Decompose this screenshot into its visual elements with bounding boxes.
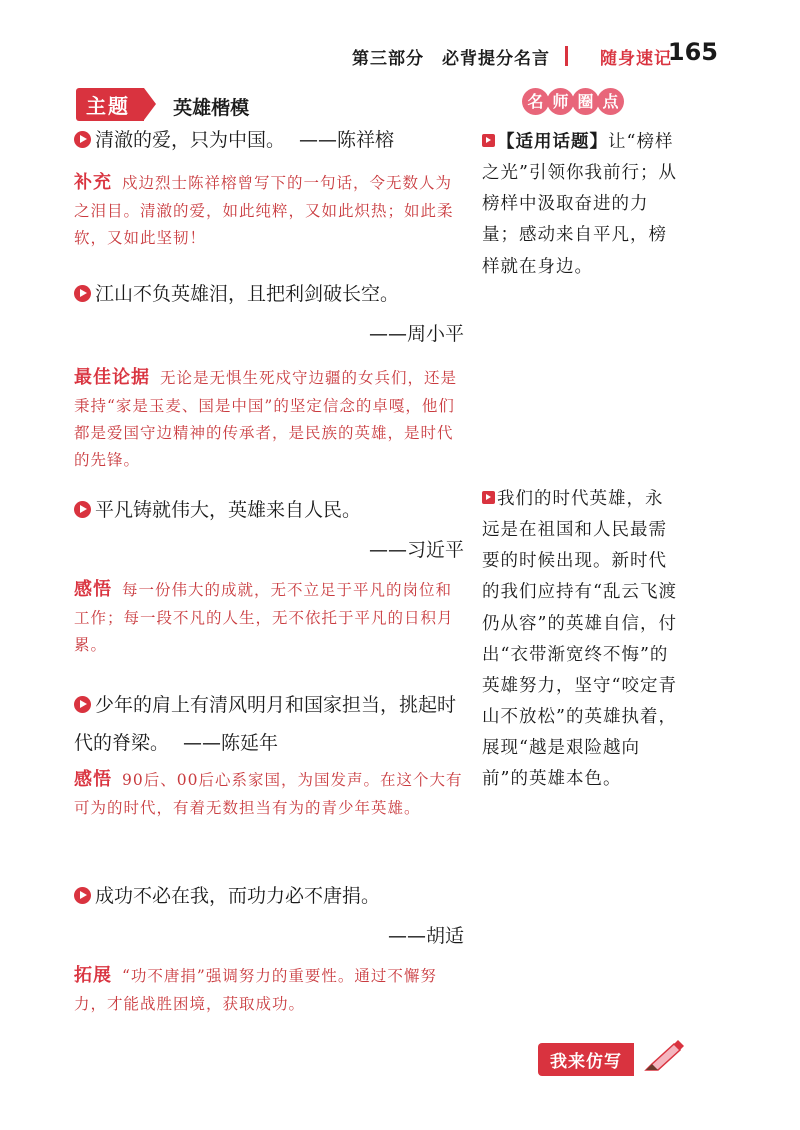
note-label: 感悟 [74, 579, 112, 600]
note-text: 90后、00后心系家国，为国发声。在这个大有可为的时代，有着无数担当有为的青少年英雄。 [74, 771, 463, 817]
theme-heading [76, 88, 249, 122]
note-label: 最佳论据 [74, 367, 150, 388]
note-label: 拓展 [74, 965, 112, 986]
badge-char: 圈 [572, 88, 599, 115]
badge-char: 师 [547, 88, 574, 115]
quote-note [74, 362, 464, 473]
quote-note [74, 167, 464, 251]
quote-text: 少年的肩上有清风明月和国家担当，挑起时代的脊梁。 [74, 694, 457, 754]
theme-tag: 主题 [76, 88, 144, 121]
quote-entry [74, 494, 464, 659]
section-subtitle: 随身速记 [600, 49, 672, 69]
teacher-comments-badge [522, 88, 622, 115]
side-note-text: 让“榜样之光”引领你我前行；从榜样中汲取奋进的力量；感动来自平凡，榜样就在身边。 [482, 132, 677, 277]
quote-text: 成功不必在我，而功力必不唐捐。 [95, 885, 381, 907]
play-bullet-icon [74, 285, 91, 302]
badge-char: 名 [522, 88, 549, 115]
side-note-text: 我们的时代英雄，永远是在祖国和人民最需要的时候出现。新时代的我们应持有“乱云飞渡仍从容”的英雄自信，付出“衣带渐宽终不悔”的英雄努力，坚守“咬定青山不放松”的英雄执着，展现“越是艰险越向前”的英雄本色。 [482, 489, 677, 790]
quote-entry [74, 686, 464, 822]
quote-note [74, 764, 464, 822]
imitate-writing-button[interactable]: 我来仿写 [538, 1043, 634, 1076]
quote-line [74, 494, 464, 527]
arrow-icon [482, 491, 495, 504]
arrow-icon [482, 134, 495, 147]
play-bullet-icon [74, 501, 91, 518]
quote-author: ——胡适 [387, 925, 464, 948]
quote-text: 清澈的爱，只为中国。 [95, 129, 286, 151]
quote-line [74, 880, 464, 913]
theme-title: 英雄楷模 [173, 97, 250, 119]
play-bullet-icon [74, 131, 91, 148]
side-note-heading: 【适用话题】 [497, 131, 608, 151]
quote-author: ——陈祥榕 [299, 129, 395, 151]
quote-text: 江山不负英雄泪，且把利剑破长空。 [95, 283, 400, 305]
quote-author: ——周小平 [368, 323, 464, 346]
note-text: 每一份伟大的成就，无不立足于平凡的岗位和工作；每一段不凡的人生，无不依托于平凡的日积月累。 [74, 581, 454, 654]
page-header [0, 36, 760, 76]
note-text: 戍边烈士陈祥榕曾写下的一句话，令无数人为之泪目。清澈的爱，如此纯粹，又如此炽热；如此柔软，又如此坚韧！ [74, 174, 454, 247]
quote-note [74, 574, 464, 658]
quote-entry [74, 278, 464, 473]
quote-entry [74, 880, 464, 1018]
side-note [482, 484, 678, 795]
pencil-icon [642, 1038, 686, 1074]
quote-entry [74, 124, 464, 252]
note-text: 无论是无惧生死戍守边疆的女兵们，还是秉持“家是玉麦、国是中国”的坚定信念的卓嘎，他们都是爱国守边精神的传承者，是民族的英雄，是时代的先锋。 [74, 369, 458, 469]
quote-text: 平凡铸就伟大，英雄来自人民。 [95, 499, 362, 521]
header-divider [565, 46, 568, 66]
quote-note [74, 960, 464, 1018]
play-bullet-icon [74, 887, 91, 904]
note-label: 感悟 [74, 769, 112, 789]
page-number: 165 [667, 38, 718, 66]
quote-line [74, 278, 464, 311]
quote-line [74, 686, 464, 762]
quote-author: ——陈延年 [183, 732, 279, 754]
side-note [482, 126, 678, 283]
section-title: 第三部分 必背提分名言 [352, 49, 550, 69]
quote-author: ——习近平 [368, 539, 464, 562]
note-text: “功不唐捐”强调努力的重要性。通过不懈努力，才能战胜困境，获取成功。 [74, 967, 437, 1014]
play-bullet-icon [74, 696, 91, 713]
badge-char: 点 [597, 88, 624, 115]
quote-line [74, 124, 464, 157]
note-label: 补充 [74, 172, 112, 193]
